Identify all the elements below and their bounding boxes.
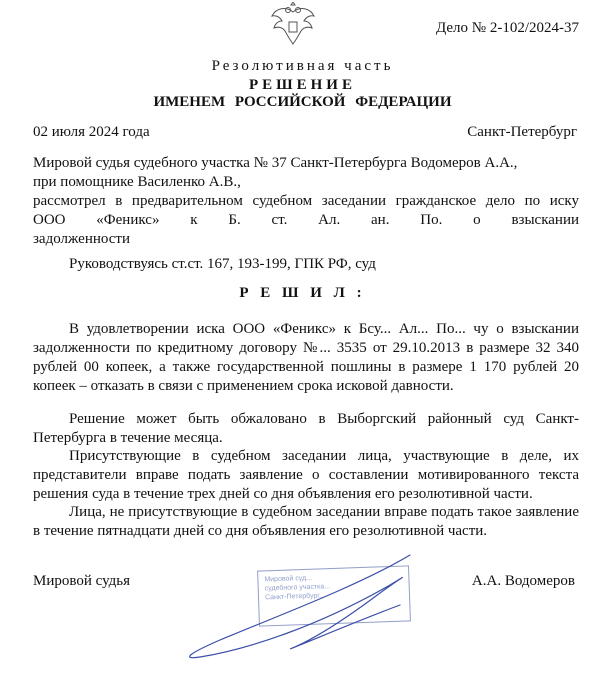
decision-date: 02 июля 2024 года [33,124,150,140]
intro-block [33,154,579,249]
intro-line: задолженности [33,231,130,247]
case-number: Дело № 2-102/2024-37 [435,20,579,36]
signature [160,545,460,665]
guided-by: Руководствуясь ст.ст. 167, 193-199, ГПК РФ, суд [69,256,376,272]
appeal-paragraph: Решение может быть обжаловано в Выборгский районный суд Санкт-Петербурга в течение месяца. [33,411,579,446]
judge-name: А.А. Водомеров [471,573,575,589]
decision-city: Санкт-Петербург [467,124,577,140]
document-subtitle: ИМЕНЕМ РОССИЙСКОЙ ФЕДЕРАЦИИ [153,94,452,110]
stamp-line: Мировой суд... [264,574,313,584]
coat-of-arms-icon [268,2,318,48]
decided-heading: Р Е Ш И Л : [239,285,366,301]
intro-line: при помощнике Василенко А.В., [33,174,241,190]
present-parties-paragraph: Присутствующие в судебном заседании лица, участвующие в деле, их представители вправе подать заявление о составлении мотивированного текста решения суда в течение трех дней со дня объявления его резолютивной части. [33,448,579,502]
stamp-line: судебного участка... [264,583,331,593]
intro-line: Мировой судья судебного участка № 37 Санкт-Петербурга Водомеров А.А., [33,155,518,171]
intro-line: рассмотрел в предварительном судебном заседании гражданское дело по иску [33,193,579,209]
document-part: Резолютивная часть [211,58,394,74]
stamp-line: Санкт-Петербург... [264,592,326,602]
absent-parties-paragraph: Лица, не присутствующие в судебном заседании вправе подать такое заявление в течение пятнадцати дней со дня объявления его резолютивной части. [33,504,579,539]
document-title: РЕШЕНИЕ [249,77,356,93]
intro-line: ООО «Феникс» к Б. ст. Ал. ан. По. о взыскании [33,212,579,228]
judge-label: Мировой судья [33,573,131,589]
ruling-paragraph: В удовлетворении иска ООО «Феникс» к Бсу... Ал... По... чу о взыскании задолженности по кредитному договору №... 3535 от 29.10.2013 в размере 32 340 рублей 00 копеек, а также государственной пошлины в размере 1 170 рублей 20 копеек – отказать в связи с применением срока исковой давности. [33,321,579,394]
